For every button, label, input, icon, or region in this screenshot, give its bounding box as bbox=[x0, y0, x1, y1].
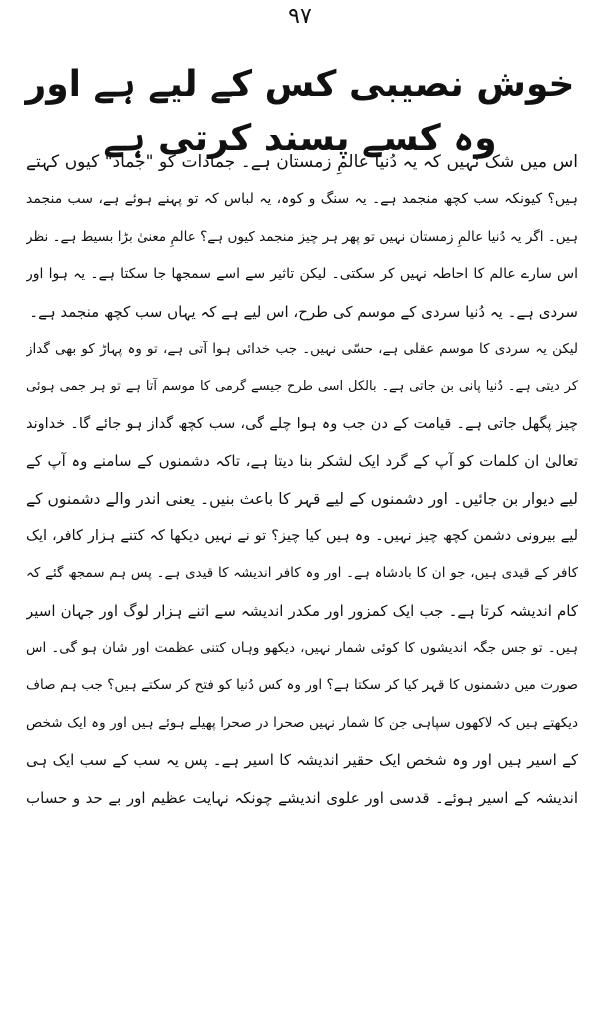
text-line: اس سارے عالم کا احاطہ نہیں کر سکتی۔ لیکن تاثیر سے اسے سمجھا جا سکتا ہے۔ یہ ہوا اور bbox=[26, 266, 578, 283]
text-line: لیے بیرونی دشمن کچھ چیز نہیں۔ وہ ہیں کیا چیز؟ تو نے نہیں دیکھا کہ کتنے ہزار کافر، ایک bbox=[26, 527, 578, 544]
text-line: تعالیٰ ان کلمات کو آپ کے گرد ایک لشکر بنا دیتا ہے، تاکہ دشمنوں کے سامنے وہ آپ کے bbox=[26, 452, 578, 471]
text-line: سردی ہے۔ یہ دُنیا سردی کے موسم کی طرح، اس لیے ہے کہ یہاں سب کچھ منجمد ہے۔ bbox=[29, 302, 578, 321]
text-line: دیکھتے ہیں کہ لاکھوں سپاہی جن کا شمار نہیں صحرا در صحرا پھیلے ہوئے ہیں اور وہ ایک شخص bbox=[26, 714, 578, 731]
text-line: چیز پگھل جاتی ہے۔ قیامت کے دن جب وہ ہوا چلے گی، سب کچھ گداز ہو جائے گا۔ خداوند bbox=[26, 415, 578, 432]
text-line: ہیں؟ کیونکہ سب کچھ منجمد ہے۔ یہ سنگ و کوہ، یہ لباس کہ تو پہنے ہوئے ہے، سب منجمد bbox=[26, 191, 578, 208]
text-line: کافر کے قیدی ہیں، جو ان کا بادشاہ ہے۔ اور وہ کافر اندیشہ کا قیدی ہے۔ پس ہم سمجھ گئے کہ bbox=[26, 565, 578, 582]
chapter-heading: خوش نصیبی کس کے لیے ہے اور وہ کسے پسند کرتی ہے bbox=[25, 64, 575, 159]
text-line: کے اسیر ہیں اور وہ شخص ایک حقیر اندیشہ کا اسیر ہے۔ پس یہ سب کے سب ایک ہی bbox=[26, 751, 578, 770]
text-line: لیکن یہ سردی کا موسم عقلی ہے، حسّی نہیں۔ جب خدائی ہوا آتی ہے، تو وہ پہاڑ کو بھی گداز bbox=[26, 340, 578, 357]
text-line: کام اندیشہ کرتا ہے۔ جب ایک کمزور اور مکدر اندیشہ سے اتنے ہزار لوگ اور جہان اسیر bbox=[26, 601, 578, 620]
text-line: کر دیتی ہے۔ دُنیا پانی بن جاتی ہے۔ بالکل اسی طرح جیسے گرمی کا موسم آتا ہے تو ہر جمی ہوئی bbox=[26, 379, 578, 395]
text-line: اس میں شک نہیں کہ یہ دُنیا عالمِ زمستان ہے۔ جمادات کو "جماد" کیوں کہتے bbox=[26, 152, 578, 172]
body-text bbox=[26, 144, 578, 817]
text-line: صورت میں دشمنوں کا قہر کیا کر سکتا ہے؟ اور وہ کس دُنیا کو فتح کر سکتے ہیں؟ جب ہم صاف bbox=[26, 677, 578, 694]
text-line: ہیں۔ اگر یہ دُنیا عالمِ زمستان نہیں تو پھر ہر چیز منجمد کیوں ہے؟ عالمِ معنیٰ بڑا بسیط ہے۔ نظر bbox=[26, 228, 578, 245]
text-line: اندیشہ کے اسیر ہوئے۔ قدسی اور علوی اندیشے چونکہ نہایت عظیم اور بے حد و حساب bbox=[26, 788, 578, 807]
page-number: ۹۷ bbox=[288, 4, 312, 29]
text-line: لیے دیوار بن جائیں۔ اور دشمنوں کے لیے قہر کا باعث بنیں۔ یعنی اندر والے دشمنوں کے bbox=[26, 489, 578, 508]
text-line: ہیں۔ تو جس جگہ اندیشوں کا کوئی شمار نہیں، دیکھو وہاں کتنی عظمت اور شان ہو گی۔ اس bbox=[26, 640, 578, 657]
